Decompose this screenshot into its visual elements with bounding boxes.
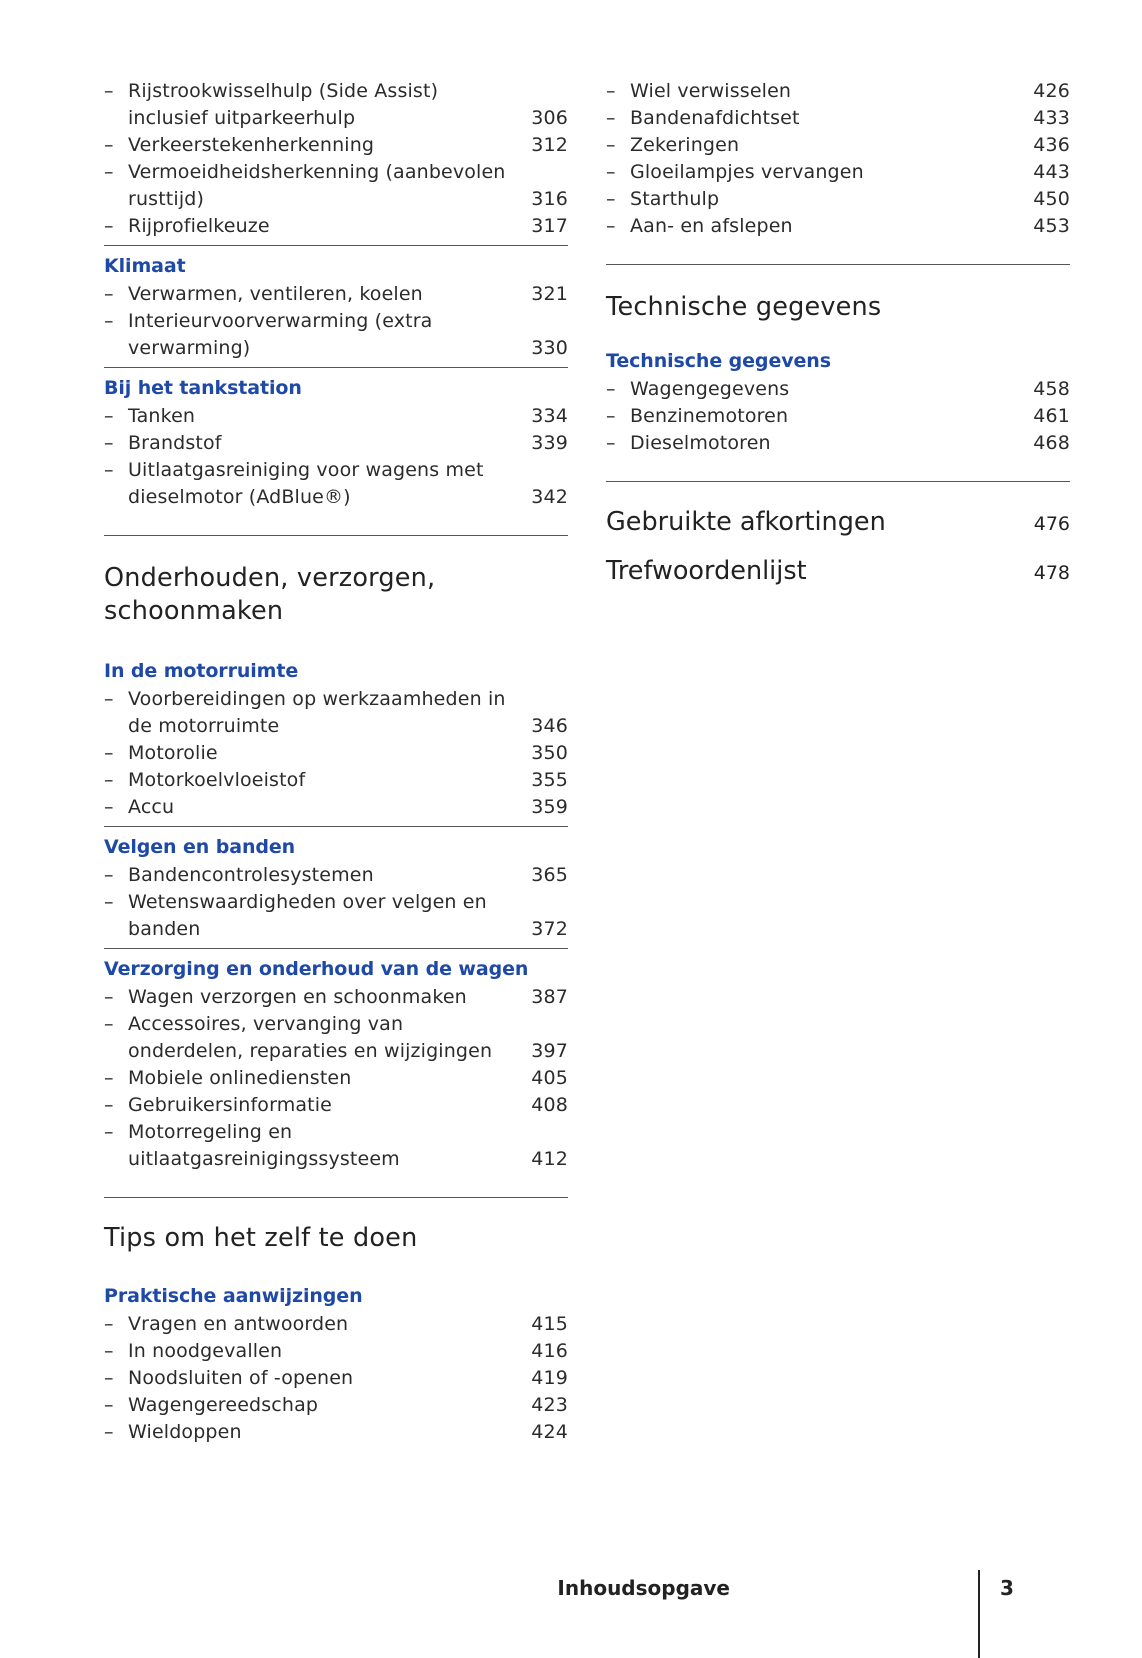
subsection-title-klimaat[interactable]: Klimaat	[104, 255, 186, 277]
bullet-dash: –	[104, 1421, 114, 1443]
toc-entry[interactable]	[104, 308, 568, 362]
toc-entry[interactable]	[606, 376, 1070, 403]
bullet-dash: –	[104, 1394, 114, 1416]
bullet-dash: –	[104, 742, 114, 764]
toc-entry-page: 342	[531, 486, 568, 508]
toc-entry[interactable]	[606, 105, 1070, 132]
bullet-dash: –	[104, 80, 114, 102]
toc-entry-page: 321	[531, 283, 568, 305]
toc-entry[interactable]	[104, 457, 568, 511]
toc-entry-page: 316	[531, 188, 568, 210]
section-rule	[104, 948, 568, 949]
toc-entry-title: Zekeringen	[630, 134, 740, 156]
toc-entry[interactable]	[104, 1419, 568, 1446]
toc-entry-page: 397	[531, 1040, 568, 1062]
toc-entry[interactable]	[104, 1392, 568, 1419]
toc-entry[interactable]	[606, 132, 1070, 159]
toc-list	[104, 862, 568, 943]
toc-entry-title: Bandenafdichtset	[630, 107, 800, 129]
bullet-dash: –	[104, 310, 114, 332]
toc-entry-title: Wagengegevens	[630, 378, 790, 400]
toc-entry-title: Motorregeling en uitlaatgasreinigingssysteem	[128, 1121, 400, 1170]
toc-entry-title: Wagengereedschap	[128, 1394, 319, 1416]
footer-section-title: Inhoudsopgave	[557, 1576, 730, 1600]
toc-entry[interactable]	[104, 686, 568, 740]
bullet-dash: –	[606, 134, 616, 156]
toc-entry-title: Mobiele onlinediensten	[128, 1067, 352, 1089]
toc-entry[interactable]	[104, 740, 568, 767]
toc-entry-title: Motorolie	[128, 742, 218, 764]
toc-entry-page: 312	[531, 134, 568, 156]
toc-entry-page: 330	[531, 337, 568, 359]
toc-entry[interactable]	[104, 1065, 568, 1092]
toc-entry-title: Benzinemotoren	[630, 405, 789, 427]
bullet-dash: –	[104, 1367, 114, 1389]
toc-entry-page: 408	[531, 1094, 568, 1116]
toc-entry[interactable]	[104, 862, 568, 889]
toc-entry-page: 317	[531, 215, 568, 237]
toc-entry-page: 468	[1033, 432, 1070, 454]
bullet-dash: –	[104, 161, 114, 183]
toc-chapter-afkortingen[interactable]	[606, 506, 1070, 541]
toc-left-column	[104, 78, 568, 1446]
chapter-page: 478	[1033, 562, 1070, 584]
toc-entry-title: Wagen verzorgen en schoonmaken	[128, 986, 467, 1008]
toc-entry-title: Voorbereidingen op werkzaamheden in de motorruimte	[128, 688, 506, 737]
toc-entry-page: 412	[531, 1148, 568, 1170]
toc-entry-page: 461	[1033, 405, 1070, 427]
toc-entry-title: Motorkoelvloeistof	[128, 769, 306, 791]
toc-entry-page: 334	[531, 405, 568, 427]
toc-entry-title: Wetenswaardigheden over velgen en banden	[128, 891, 487, 940]
toc-entry-title: Uitlaatgasreiniging voor wagens met dieselmotor (AdBlue®)	[128, 459, 484, 508]
toc-entry-page: 372	[531, 918, 568, 940]
bullet-dash: –	[104, 864, 114, 886]
toc-entry-title: Dieselmotoren	[630, 432, 771, 454]
subsection-title-velgen[interactable]: Velgen en banden	[104, 836, 296, 858]
bullet-dash: –	[606, 107, 616, 129]
toc-entry-title: Wiel verwisselen	[630, 80, 792, 102]
toc-entry-page: 359	[531, 796, 568, 818]
toc-entry-page: 355	[531, 769, 568, 791]
toc-entry-title: Gebruikersinformatie	[128, 1094, 333, 1116]
toc-entry-title: Tanken	[128, 405, 196, 427]
toc-entry[interactable]	[104, 132, 568, 159]
toc-entry-title: Interieurvoorverwarming (extra verwarming)	[128, 310, 433, 359]
toc-entry-title: Accessoires, vervanging van onderdelen, reparaties en wijzigingen	[128, 1013, 493, 1062]
bullet-dash: –	[104, 283, 114, 305]
section-rule	[104, 245, 568, 246]
toc-entry[interactable]	[104, 281, 568, 308]
bullet-dash: –	[104, 432, 114, 454]
bullet-dash: –	[104, 459, 114, 481]
toc-entry-title: Starthulp	[630, 188, 720, 210]
subsection-title-motorruimte[interactable]: In de motorruimte	[104, 660, 299, 682]
toc-entry-page: 419	[531, 1367, 568, 1389]
bullet-dash: –	[104, 891, 114, 913]
toc-entry-title: Verwarmen, ventileren, koelen	[128, 283, 423, 305]
toc-entry-title: In noodgevallen	[128, 1340, 283, 1362]
bullet-dash: –	[104, 1067, 114, 1089]
toc-entry-page: 405	[531, 1067, 568, 1089]
chapter-heading-onderhouden[interactable]: Onderhouden, verzorgen, schoonmaken	[104, 563, 436, 626]
toc-entry[interactable]	[104, 78, 568, 132]
toc-entry[interactable]	[104, 1011, 568, 1065]
toc-entry[interactable]	[104, 767, 568, 794]
toc-entry-page: 339	[531, 432, 568, 454]
toc-entry-page: 365	[531, 864, 568, 886]
toc-entry-title: Accu	[128, 796, 175, 818]
toc-entry[interactable]	[104, 430, 568, 457]
footer-page-number: 3	[1000, 1576, 1014, 1600]
toc-entry-page: 458	[1033, 378, 1070, 400]
subsection-title-verzorging[interactable]: Verzorging en onderhoud van de wagen	[104, 958, 529, 980]
subsection-title-praktische[interactable]: Praktische aanwijzingen	[104, 1285, 363, 1307]
toc-entry-title: Gloeilampjes vervangen	[630, 161, 864, 183]
bullet-dash: –	[104, 1121, 114, 1143]
chapter-separator	[606, 264, 1070, 265]
chapter-separator	[104, 1197, 568, 1198]
toc-entry[interactable]	[104, 403, 568, 430]
toc-entry[interactable]	[606, 403, 1070, 430]
chapter-title: Gebruikte afkortingen	[606, 507, 886, 537]
bullet-dash: –	[104, 688, 114, 710]
subsection-title-tankstation[interactable]: Bij het tankstation	[104, 377, 302, 399]
toc-entry[interactable]	[104, 213, 568, 240]
toc-entry[interactable]	[104, 794, 568, 821]
toc-entry-title: Wieldoppen	[128, 1421, 242, 1443]
toc-entry-title: Bandencontrolesystemen	[128, 864, 374, 886]
bullet-dash: –	[104, 1094, 114, 1116]
toc-entry[interactable]	[104, 984, 568, 1011]
toc-entry-page: 387	[531, 986, 568, 1008]
toc-right-column	[606, 78, 1070, 590]
bullet-dash: –	[104, 1013, 114, 1035]
bullet-dash: –	[606, 405, 616, 427]
toc-list	[606, 78, 1070, 240]
toc-entry[interactable]	[606, 430, 1070, 457]
toc-entry-page: 450	[1033, 188, 1070, 210]
section-rule	[104, 826, 568, 827]
toc-entry-title: Aan- en afslepen	[630, 215, 793, 237]
bullet-dash: –	[104, 1313, 114, 1335]
chapter-separator	[606, 481, 1070, 482]
subsection-title-technische[interactable]: Technische gegevens	[606, 350, 831, 372]
toc-entry-title: Rijprofielkeuze	[128, 215, 270, 237]
toc-entry[interactable]	[606, 159, 1070, 186]
toc-list	[104, 403, 568, 511]
toc-entry-title: Vermoeidheidsherkenning (aanbevolen rusttijd)	[128, 161, 506, 210]
toc-entry[interactable]	[606, 186, 1070, 213]
chapter-title: Trefwoordenlijst	[606, 556, 807, 586]
toc-list	[104, 78, 568, 240]
toc-entry-page: 350	[531, 742, 568, 764]
footer-divider	[978, 1570, 980, 1658]
toc-list	[606, 376, 1070, 457]
bullet-dash: –	[606, 378, 616, 400]
bullet-dash: –	[104, 215, 114, 237]
toc-entry[interactable]	[606, 213, 1070, 240]
toc-list	[104, 1311, 568, 1446]
bullet-dash: –	[104, 405, 114, 427]
toc-entry-page: 443	[1033, 161, 1070, 183]
toc-entry-page: 453	[1033, 215, 1070, 237]
bullet-dash: –	[104, 769, 114, 791]
bullet-dash: –	[104, 134, 114, 156]
toc-entry-page: 436	[1033, 134, 1070, 156]
toc-entry-page: 306	[531, 107, 568, 129]
bullet-dash: –	[606, 188, 616, 210]
toc-entry-title: Vragen en antwoorden	[128, 1313, 349, 1335]
toc-entry-title: Brandstof	[128, 432, 222, 454]
bullet-dash: –	[104, 796, 114, 818]
toc-entry-title: Rijstrookwisselhulp (Side Assist) inclusief uitparkeerhulp	[128, 80, 439, 129]
bullet-dash: –	[606, 432, 616, 454]
bullet-dash: –	[104, 1340, 114, 1362]
toc-entry[interactable]	[104, 1365, 568, 1392]
toc-entry[interactable]	[104, 1092, 568, 1119]
chapter-heading-tips[interactable]: Tips om het zelf te doen	[104, 1223, 418, 1253]
toc-entry[interactable]	[104, 889, 568, 943]
toc-entry-page: 426	[1033, 80, 1070, 102]
toc-entry[interactable]	[104, 1311, 568, 1338]
toc-entry-title: Noodsluiten of -openen	[128, 1367, 354, 1389]
toc-entry[interactable]	[104, 1119, 568, 1173]
toc-entry[interactable]	[104, 159, 568, 213]
chapter-heading-technische[interactable]: Technische gegevens	[606, 292, 882, 322]
toc-entry-page: 415	[531, 1313, 568, 1335]
toc-entry-page: 416	[531, 1340, 568, 1362]
toc-list	[104, 686, 568, 821]
bullet-dash: –	[606, 80, 616, 102]
toc-entry[interactable]	[104, 1338, 568, 1365]
bullet-dash: –	[606, 215, 616, 237]
toc-list	[104, 984, 568, 1173]
chapter-separator	[104, 535, 568, 536]
bullet-dash: –	[104, 986, 114, 1008]
bullet-dash: –	[606, 161, 616, 183]
toc-entry-page: 433	[1033, 107, 1070, 129]
toc-entry-page: 346	[531, 715, 568, 737]
toc-entry-page: 423	[531, 1394, 568, 1416]
toc-entry-title: Verkeerstekenherkenning	[128, 134, 375, 156]
toc-chapter-trefwoorden[interactable]	[606, 555, 1070, 590]
toc-entry[interactable]	[606, 78, 1070, 105]
toc-entry-page: 424	[531, 1421, 568, 1443]
section-rule	[104, 367, 568, 368]
toc-list	[104, 281, 568, 362]
chapter-page: 476	[1033, 513, 1070, 535]
